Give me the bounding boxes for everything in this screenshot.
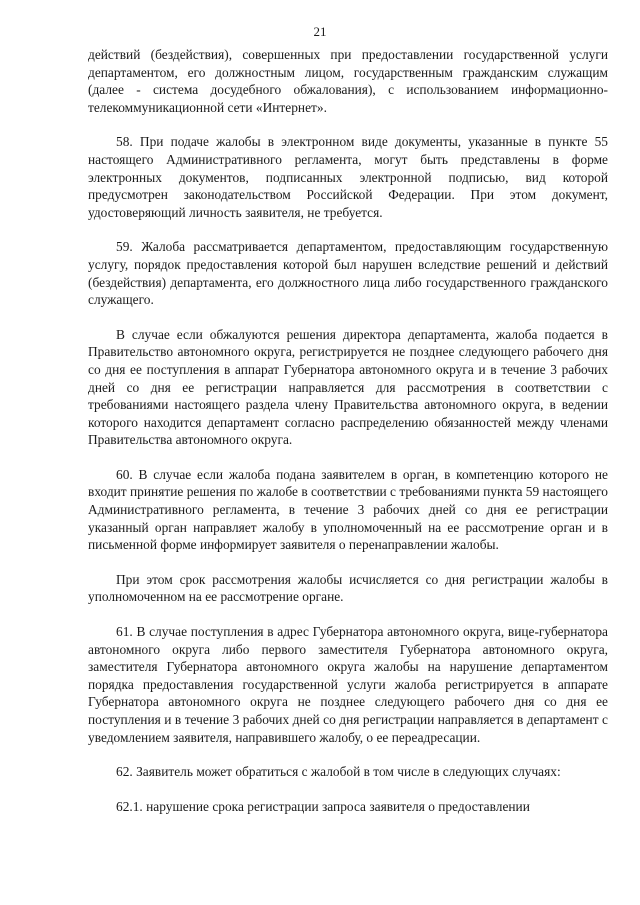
paragraph-59: 59. Жалоба рассматривается департаментом, предоставляющим государственную услугу, порядок предоставления которой был нарушен вследствие решений и действий (бездействия) департамента, его должностного лица либо государственного гражданского служащего. <box>88 239 608 308</box>
paragraph-60-term: При этом срок рассмотрения жалобы исчисляется со дня регистрации жалобы в уполномоченном на ее рассмотрение органе. <box>88 571 608 605</box>
paragraph-62-1: 62.1. нарушение срока регистрации запроса заявителя о предоставлении <box>116 798 530 814</box>
page-number: 21 <box>313 24 327 39</box>
paragraph-60: 60. В случае если жалоба подана заявителем в орган, в компетенцию которого не входит принятие решения по жалобе в соответствии с требованиями пункта 59 настоящего Административного регламента, в течение 3 рабочих дней со дня ее регистрации указанный орган направляет жалобу в уполномоченный на ее рассмотрение орган и в письменной форме информирует заявителя о перенаправлении жалобы. <box>88 466 608 553</box>
paragraph-59-director-appeal: В случае если обжалуются решения директора департамента, жалоба подается в Правительство автономного округа, регистрируется не позднее следующего рабочего дня со дня ее поступления в аппарат Губернатора автономного округа и в течение 3 рабочих дней со дня ее регистрации направляется для рассмотрения в соответствии с требованиями настоящего раздела члену Правительства автономного округа, в ведении которого находится департамент согласно распределению обязанностей между членами Правительства автономного округа. <box>88 326 608 448</box>
paragraph-58: 58. При подаче жалобы в электронном виде документы, указанные в пункте 55 настоящего Административного регламента, могут быть представлены в форме электронных документов, подписанных электронной подписью, вид которой предусмотрен законодательством Российской Федерации. При этом документ, удостоверяющий личность заявителя, не требуется. <box>88 134 608 220</box>
paragraph-62: 62. Заявитель может обратиться с жалобой в том числе в следующих случаях: <box>116 764 561 780</box>
document-body <box>88 46 608 832</box>
paragraph-61: 61. В случае поступления в адрес Губернатора автономного округа, вице-губернатора автономного округа либо первого заместителя Губернатора автономного округа, заместителя Губернатора автономного округа жалобы на нарушение департаментом порядка предоставления государственной услуги жалоба регистрируется в аппарате Губернатора автономного округа не позднее следующего рабочего дня со дня ее поступления и в течение 3 рабочих дней со дня регистрации направляется в департамент с уведомлением заявителя, направившего жалобу, о ее переадресации. <box>88 624 608 745</box>
paragraph-continuation: действий (бездействия), совершенных при предоставлении государственной услуги департаментом, его должностным лицом, государственным гражданским служащим (далее - система досудебного обжалования), с использованием информационно-телекоммуникационной сети «Интернет». <box>88 47 608 115</box>
